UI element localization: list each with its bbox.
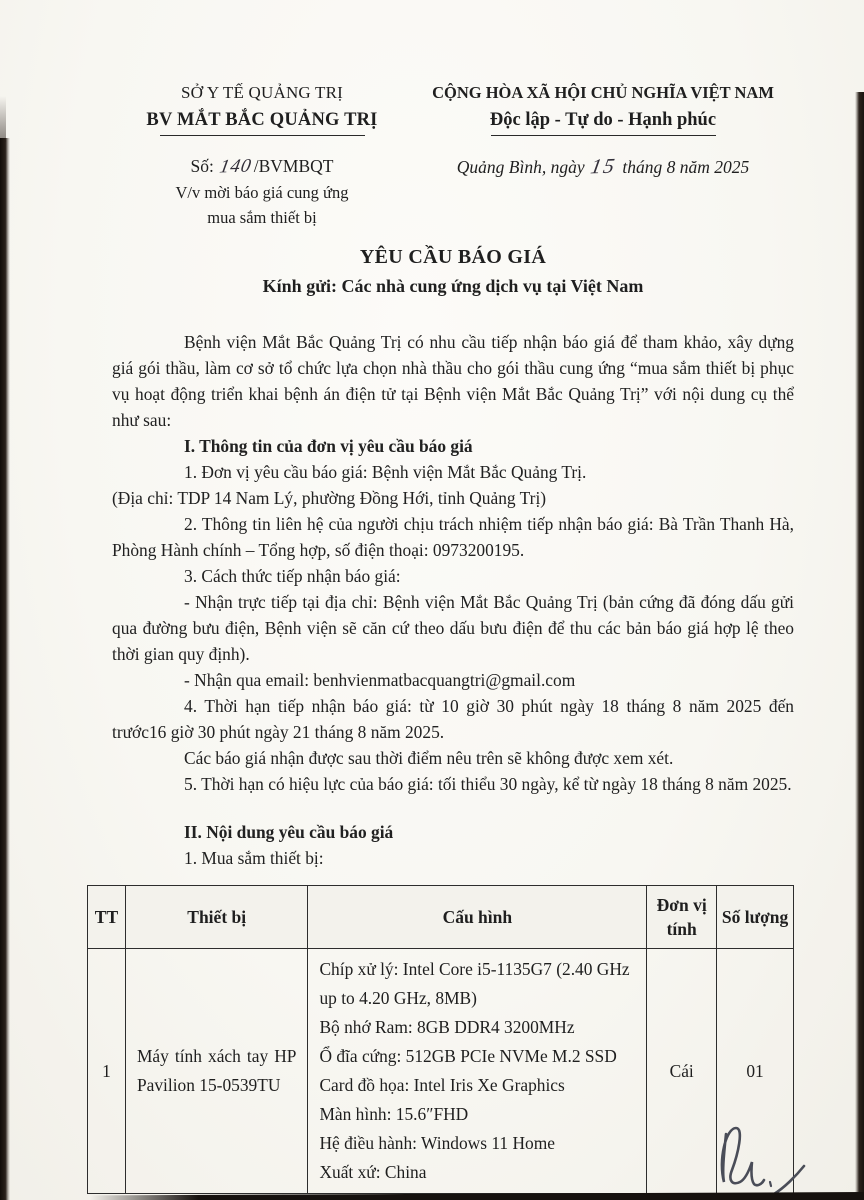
paragraph-late-note: Các báo giá nhận được sau thời điểm nêu trên sẽ không được xem xét.: [184, 748, 674, 768]
document-subject-line1: V/v mời báo giá cung ứng: [175, 183, 349, 202]
paragraph-receive-email: - Nhận qua email: benhvienmatbacquangtri@gmail.com: [184, 670, 576, 690]
paragraph-intro: Bệnh viện Mắt Bắc Quảng Trị có nhu cầu tiếp nhận báo giá để tham khảo, xây dựng giá gói thầu, làm cơ sở tổ chức lựa chọn nhà thầu cho gói thầu cung ứng “mua sắm thiết bị phục vụ hoạt động triển khai bệnh án điện tử tại Bệnh viện Mắt Bắc Quảng Trị” với nội dung cụ thể như sau:: [112, 332, 794, 430]
config-storage: Ổ đĩa cứng: 512GB PCIe NVMe M.2 SSD: [319, 1046, 617, 1066]
document-number-handwritten: 140: [218, 155, 254, 178]
cell-device: Máy tính xách tay HP Pavilion 15-0539TU: [125, 949, 308, 1194]
national-header-block: [412, 80, 794, 136]
national-title: CỘNG HÒA XÃ HỘI CHỦ NGHĨA VIỆT NAM: [432, 83, 774, 102]
cell-qty: 01: [717, 949, 794, 1194]
scan-edge-artifact-left-top: [0, 96, 6, 142]
document-number: [112, 153, 412, 180]
config-gpu: Card đồ họa: Intel Iris Xe Graphics: [319, 1075, 565, 1095]
config-display: Màn hình: 15.6″FHD: [319, 1104, 469, 1124]
document-header: [112, 80, 794, 136]
document-subject-line2: mua sắm thiết bị: [207, 208, 317, 227]
paragraph-item-2: 2. Thông tin liên hệ của người chịu trách nhiệm tiếp nhận báo giá: Bà Trần Thanh Hà, Phòng Hành chính – Tổng hợp, số điện thoại: 0973200195.: [112, 514, 794, 560]
document-meta-row: [112, 153, 794, 230]
paragraph-receive-direct: - Nhận trực tiếp tại địa chỉ: Bệnh viện Mắt Bắc Quảng Trị (bản cứng đã đóng dấu gửi qua đường bưu điện, Bệnh viện sẽ căn cứ theo dấu bưu điện để thu các bản báo giá hợp lệ theo thời gian quy định).: [112, 592, 794, 664]
section-heading-1: I. Thông tin của đơn vị yêu cầu báo giá: [184, 436, 473, 456]
table-header-row: [88, 886, 794, 949]
scan-edge-artifact-left: [0, 138, 10, 1200]
section-heading-2: II. Nội dung yêu cầu báo giá: [184, 822, 394, 842]
document-number-block: [112, 153, 412, 230]
cell-config: [308, 949, 647, 1194]
paragraph-item-3: 3. Cách thức tiếp nhận báo giá:: [184, 566, 401, 586]
table-header-device: Thiết bị: [125, 886, 308, 949]
paragraph-purchase: 1. Mua sắm thiết bị:: [184, 848, 324, 868]
motto-underline: [491, 135, 716, 136]
org-underline: [160, 135, 365, 136]
cell-unit: Cái: [647, 949, 717, 1194]
table-header-unit: Đơn vị tính: [647, 886, 717, 949]
table-header-qty: Số lượng: [717, 886, 794, 949]
config-os: Hệ điều hành: Windows 11 Home: [319, 1133, 555, 1153]
date-line: [412, 153, 794, 181]
section-gap: [112, 797, 794, 819]
scan-edge-artifact-right: [855, 92, 864, 1200]
document-number-prefix: Số:: [190, 156, 219, 176]
date-block: [412, 153, 794, 230]
table-header-config: Cấu hình: [308, 886, 647, 949]
issuing-org-block: [112, 80, 412, 136]
config-cpu: Chíp xử lý: Intel Core i5-1135G7 (2.40 GHz up to 4.20 GHz, 8MB): [319, 959, 630, 1008]
date-prefix: Quảng Bình, ngày: [456, 157, 589, 177]
date-suffix: tháng 8 năm 2025: [617, 157, 750, 177]
paragraph-item-5: 5. Thời hạn có hiệu lực của báo giá: tối thiểu 30 ngày, kể từ ngày 18 tháng 8 năm 2025.: [184, 774, 792, 794]
paragraph-item-4: 4. Thời hạn tiếp nhận báo giá: từ 10 giờ 30 phút ngày 18 tháng 8 năm 2025 đến trước16 giờ 30 phút ngày 21 tháng 8 năm 2025.: [112, 696, 794, 742]
config-origin: Xuất xứ: China: [319, 1162, 427, 1182]
national-motto: Độc lập - Tự do - Hạnh phúc: [489, 110, 717, 130]
cell-tt: 1: [88, 949, 126, 1194]
salutation: Kính gửi: Các nhà cung ứng dịch vụ tại Việt Nam: [262, 276, 644, 296]
handwritten-initials-mark: [688, 1120, 806, 1198]
table-header-tt: TT: [88, 886, 126, 949]
date-day-handwritten: 15: [588, 153, 619, 179]
parent-org-name: SỞ Y TẾ QUẢNG TRỊ: [180, 83, 344, 102]
config-ram: Bộ nhớ Ram: 8GB DDR4 3200MHz: [319, 1017, 575, 1037]
org-name: BV MẮT BẮC QUẢNG TRỊ: [146, 110, 378, 130]
paragraph-address: (Địa chỉ: TDP 14 Nam Lý, phường Đồng Hới, tỉnh Quảng Trị): [112, 488, 547, 508]
document-body: [112, 329, 794, 871]
document-title: YÊU CẦU BÁO GIÁ: [359, 246, 547, 268]
document-number-suffix: /BVMBQT: [253, 156, 334, 176]
paragraph-item-1: 1. Đơn vị yêu cầu báo giá: Bệnh viện Mắt Bắc Quảng Trị.: [184, 462, 587, 482]
